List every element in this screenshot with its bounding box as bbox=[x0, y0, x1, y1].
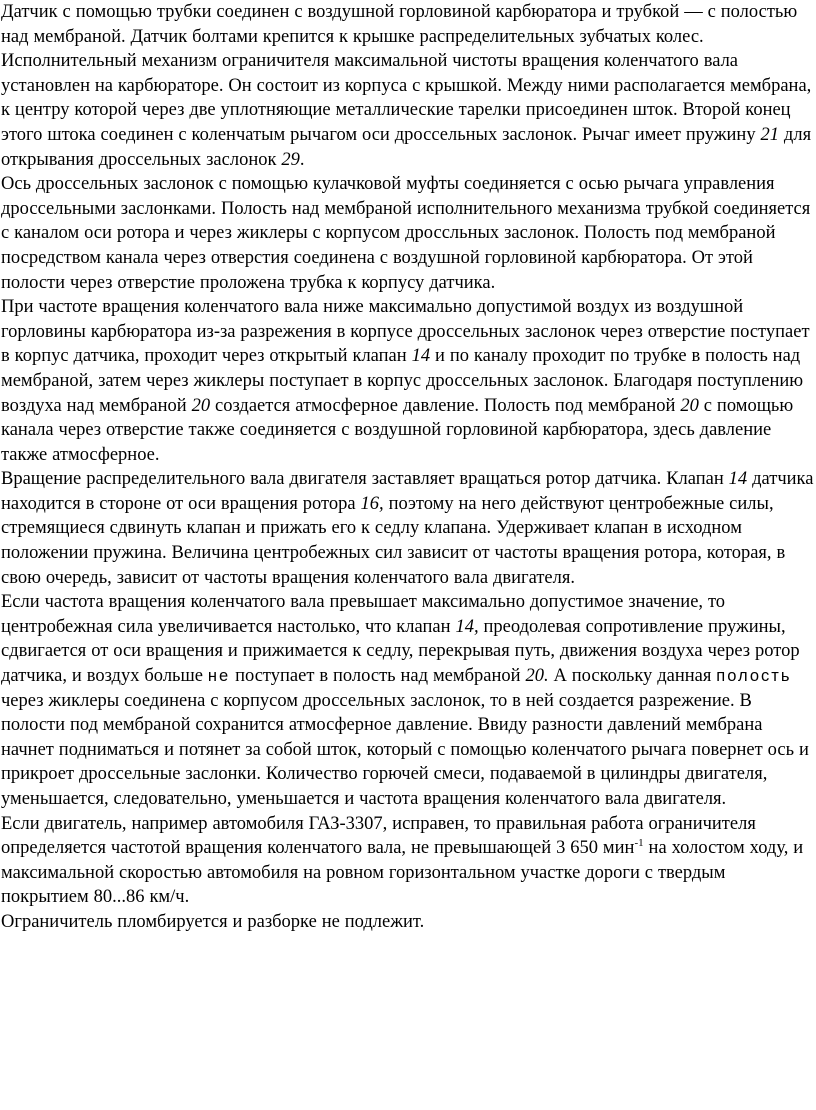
text-run: на холостом ходу, и максимальной скоростью автомобиля на ровном горизонтальном участке дороги с твердым покрытием 80...86 км/ч. bbox=[1, 838, 804, 908]
text-run: . bbox=[299, 149, 305, 170]
text-run: поэтому на него действуют центробежные силы, стремящиеся сдвинуть клапан и прижать его к седлу клапана. Удерживает клапан в исходном положении пружина. Величина центробежных сил зависит от частоты вращения ротора, которая, в свою очередь, зависит от частоты вращения коленчатого вала двигателя. bbox=[1, 493, 786, 588]
spaced-text: не bbox=[207, 667, 231, 686]
figure-reference: 16, bbox=[360, 493, 384, 514]
text-run: через жиклеры соединена с корпусом дроссельных заслонок, то в ней создается разрежение. В полости под мембраной сохранится атмосферное давление. Ввиду разности давлений мембрана начнет подниматься и потянет за собой шток, который с помощью коленчатого рычага повернет ось и прикроет дроссельные заслонки. Количество горючей смеси, подаваемой в цилиндры двигателя, уменьшается, следовательно, уменьшается и частота вращения коленчатого вала двигателя. bbox=[1, 690, 809, 809]
figure-reference: 20 bbox=[191, 395, 211, 416]
text-run: поступает в полость над мембраной bbox=[230, 666, 526, 687]
paragraph bbox=[1, 812, 814, 910]
text-run: Ограничитель пломбируется и разборке не подлежит. bbox=[1, 911, 425, 932]
text-run: Ось дроссельных заслонок с помощью кулачковой муфты соединяется с осью рычага управления дроссельными заслонками. Полость над мембраной исполнительного механизма трубкой соединяется с каналом оси ротора и через жиклеры с корпусом дроссльных заслонок. Полость под мембраной посредством канала через отверстия соединена с воздушной горловиной карбюратора. От этой полости через отверстие проложена трубка к корпусу датчика. bbox=[1, 174, 811, 293]
paragraph bbox=[1, 590, 814, 811]
text-run: Вращение распределительного вала двигателя заставляет вращаться ротор датчика. Клапан bbox=[1, 469, 729, 490]
spaced-text: полость bbox=[716, 667, 792, 686]
figure-reference: 14 bbox=[728, 469, 748, 490]
text-run: Если частота вращения коленчатого вала превышает максимально допустимое значение, то центробежная сила увеличивается настолько, что клапан bbox=[1, 592, 726, 637]
paragraph bbox=[1, 49, 814, 172]
text-run: А поскольку данная bbox=[548, 666, 717, 687]
text-run: Датчик с помощью трубки соединен с воздушной горловиной карбюратора и трубкой — с полостью над мембраной. Датчик болтами крепится к крышке распределительных зубчатых колес. bbox=[1, 2, 798, 47]
paragraph bbox=[1, 910, 814, 935]
text-run: Исполнительный механизм ограничителя максимальной чистоты вращения коленчатого вала установлен на карбюраторе. Он состоит из корпуса с крышкой. Между ними располагается мембрана, к центру которой через две уплотняющие металлические тарелки присоединен шток. Второй конец этого штока соединен с коленчатым рычагом оси дроссельных заслонок. Рычаг имеет пружину bbox=[1, 51, 812, 145]
figure-reference: 14, bbox=[455, 616, 479, 637]
figure-reference: 29 bbox=[281, 149, 300, 170]
text-run: датчика находится в стороне от оси вращения ротора bbox=[1, 469, 814, 514]
paragraph bbox=[1, 172, 814, 295]
text-run: с помощью канала через отверстие также соединяется с воздушной горловиной карбюратора, здесь давление также атмосферное. bbox=[1, 395, 794, 465]
text-run: создается атмосферное давление. Полость под мембраной bbox=[210, 395, 681, 416]
figure-reference: 20. bbox=[525, 666, 549, 687]
text-run: При частоте вращения коленчатого вала ниже максимально допустимой воздух из воздушной горловины карбюратора из-за разрежения в корпусе дроссельных заслонок через отверстие поступает в корпус датчика, проходит через открытый клапан bbox=[1, 297, 810, 367]
figure-reference: 21 bbox=[760, 124, 779, 145]
paragraph bbox=[1, 0, 814, 49]
figure-reference: 14 bbox=[411, 346, 431, 367]
superscript-text: -1 bbox=[634, 837, 644, 850]
text-run: преодолевая сопротивление пружины, сдвигается от оси вращения и прижимается к седлу, перекрывая путь, движения воздуха через ротор датчика, и воздух больше bbox=[1, 616, 800, 687]
figure-reference: 20 bbox=[680, 395, 699, 416]
text-run: и по каналу проходит по трубке в полость над мембраной, затем через жиклеры поступает в корпус дроссельных заслонок. Благодаря поступлению воздуха над мембраной bbox=[1, 346, 804, 416]
paragraph bbox=[1, 467, 814, 590]
text-run: для открывания дроссельных заслонок bbox=[1, 124, 812, 170]
text-run: Если двигатель, например автомобиля ГАЗ-3307, исправен, то правильная работа ограничителя определяется частотой вращения коленчатого вала, не превышающей 3 650 мин bbox=[1, 813, 756, 859]
paragraph bbox=[1, 295, 814, 467]
